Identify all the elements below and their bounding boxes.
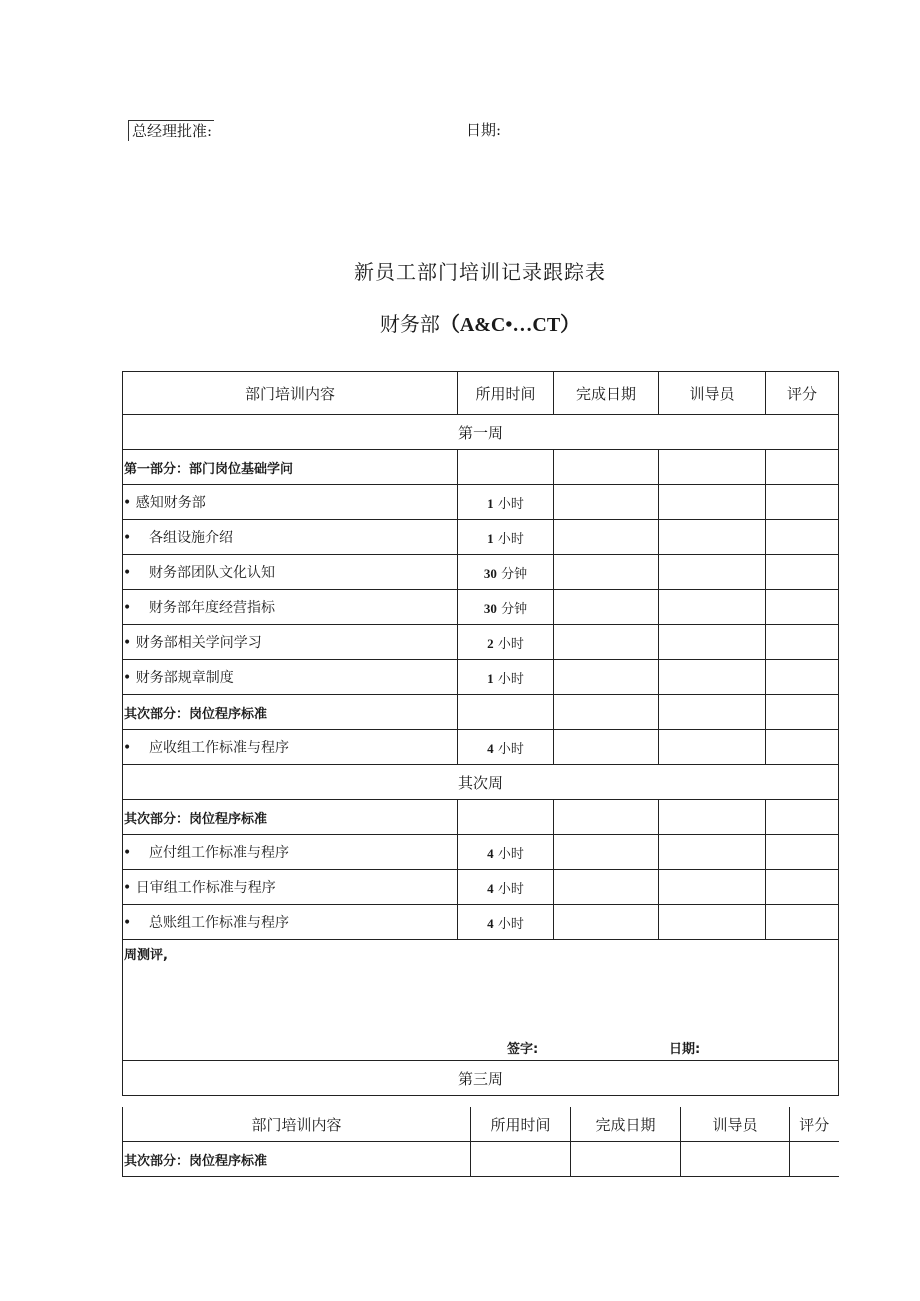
page-title: 新员工部门培训记录跟踪表 xyxy=(354,260,606,284)
evaluation-label: 周测评, xyxy=(124,948,168,963)
time-unit: 分钟 xyxy=(501,601,528,617)
week-row xyxy=(123,415,839,450)
subtitle-code: （A&C•…CT） xyxy=(439,314,581,336)
item-text: • 应收组工作标准与程序 xyxy=(123,730,458,765)
table-row xyxy=(123,835,839,870)
week1-label: 第一周 xyxy=(123,415,839,450)
table-row xyxy=(123,870,839,905)
empty-cell xyxy=(766,450,839,485)
empty-cell xyxy=(554,450,659,485)
header-trainer: 训导员 xyxy=(659,372,766,415)
item-time xyxy=(458,660,554,695)
empty-cell xyxy=(766,835,839,870)
empty-cell xyxy=(659,835,766,870)
empty-cell xyxy=(554,485,659,520)
empty-cell xyxy=(766,660,839,695)
empty-cell xyxy=(659,870,766,905)
empty-cell xyxy=(554,520,659,555)
time-unit: 小时 xyxy=(497,741,524,757)
empty-cell xyxy=(766,625,839,660)
empty-cell xyxy=(554,905,659,940)
header-score: 评分 xyxy=(790,1107,839,1142)
training-table-continued xyxy=(122,1107,839,1177)
time-number: 30 xyxy=(483,565,497,581)
empty-cell xyxy=(571,1142,681,1177)
empty-cell xyxy=(659,695,766,730)
empty-cell xyxy=(554,870,659,905)
time-unit: 小时 xyxy=(497,531,524,547)
section-row xyxy=(123,800,839,835)
time-unit: 小时 xyxy=(497,636,524,652)
time-number: 1 xyxy=(487,670,494,686)
table-row xyxy=(123,660,839,695)
table-row xyxy=(123,625,839,660)
empty-cell xyxy=(766,730,839,765)
item-time xyxy=(458,870,554,905)
empty-cell xyxy=(554,660,659,695)
signature-label: 签字: xyxy=(507,1042,539,1057)
empty-cell xyxy=(554,800,659,835)
header-content: 部门培训内容 xyxy=(123,1107,471,1142)
item-time xyxy=(458,905,554,940)
time-number: 1 xyxy=(487,495,494,511)
empty-cell xyxy=(458,450,554,485)
empty-cell xyxy=(659,590,766,625)
item-text: • 财务部相关学问学习 xyxy=(123,625,458,660)
approval-line xyxy=(128,120,502,141)
empty-cell xyxy=(659,450,766,485)
item-time xyxy=(458,590,554,625)
approval-date-label: 日期: xyxy=(466,121,502,139)
item-time xyxy=(458,485,554,520)
week3-label: 第三周 xyxy=(123,1061,839,1096)
week-row xyxy=(123,765,839,800)
item-text: • 应付组工作标准与程序 xyxy=(123,835,458,870)
item-time xyxy=(458,835,554,870)
empty-cell xyxy=(766,485,839,520)
section-title: 其次部分：岗位程序标准 xyxy=(123,1142,471,1177)
empty-cell xyxy=(554,590,659,625)
empty-cell xyxy=(766,520,839,555)
empty-cell xyxy=(554,625,659,660)
section-title: 其次部分：岗位程序标准 xyxy=(123,695,458,730)
time-unit: 小时 xyxy=(497,671,524,687)
table-row xyxy=(123,905,839,940)
item-text: • 各组设施介绍 xyxy=(123,520,458,555)
evaluation-date-label: 日期: xyxy=(669,1042,701,1057)
empty-cell xyxy=(766,695,839,730)
time-number: 4 xyxy=(487,880,494,896)
header-score: 评分 xyxy=(766,372,839,415)
empty-cell xyxy=(766,555,839,590)
item-text: • 日审组工作标准与程序 xyxy=(123,870,458,905)
time-unit: 分钟 xyxy=(501,566,528,582)
item-time xyxy=(458,625,554,660)
empty-cell xyxy=(766,800,839,835)
time-number: 30 xyxy=(483,600,497,616)
empty-cell xyxy=(790,1142,839,1177)
gm-approval-label: 总经理批准: xyxy=(128,120,214,141)
time-unit: 小时 xyxy=(497,916,524,932)
time-number: 4 xyxy=(487,915,494,931)
item-text: • 感知财务部 xyxy=(123,485,458,520)
table-row xyxy=(123,590,839,625)
empty-cell xyxy=(766,590,839,625)
time-number: 1 xyxy=(487,530,494,546)
empty-cell xyxy=(659,905,766,940)
header-completion-date: 完成日期 xyxy=(554,372,659,415)
empty-cell xyxy=(681,1142,790,1177)
page-subtitle xyxy=(0,308,920,337)
weekly-evaluation-cell xyxy=(123,940,839,1061)
week2-label: 其次周 xyxy=(123,765,839,800)
empty-cell xyxy=(659,555,766,590)
empty-cell xyxy=(458,800,554,835)
time-unit: 小时 xyxy=(497,496,524,512)
table-row xyxy=(123,520,839,555)
empty-cell xyxy=(554,555,659,590)
empty-cell xyxy=(554,835,659,870)
section-title: 其次部分：岗位程序标准 xyxy=(123,800,458,835)
item-time xyxy=(458,520,554,555)
item-text: • 总账组工作标准与程序 xyxy=(123,905,458,940)
empty-cell xyxy=(659,485,766,520)
time-number: 2 xyxy=(487,635,494,651)
empty-cell xyxy=(659,730,766,765)
section-title: 第一部分：部门岗位基础学问 xyxy=(123,450,458,485)
empty-cell xyxy=(659,660,766,695)
empty-cell xyxy=(659,625,766,660)
empty-cell xyxy=(458,695,554,730)
empty-cell xyxy=(554,730,659,765)
header-row xyxy=(123,372,839,415)
header-time: 所用时间 xyxy=(458,372,554,415)
empty-cell xyxy=(659,520,766,555)
item-text: • 财务部年度经营指标 xyxy=(123,590,458,625)
header-time: 所用时间 xyxy=(471,1107,571,1142)
item-text: • 财务部规章制度 xyxy=(123,660,458,695)
week-row xyxy=(123,1061,839,1096)
table-row xyxy=(123,730,839,765)
subtitle-dept: 财务部 xyxy=(379,312,440,336)
time-number: 4 xyxy=(487,845,494,861)
header-completion-date: 完成日期 xyxy=(571,1107,681,1142)
header-trainer: 训导员 xyxy=(681,1107,790,1142)
weekly-evaluation-row xyxy=(123,940,839,1061)
empty-cell xyxy=(554,695,659,730)
item-time xyxy=(458,555,554,590)
section-row xyxy=(123,1142,839,1177)
section-row xyxy=(123,695,839,730)
table-row xyxy=(123,555,839,590)
section-row xyxy=(123,450,839,485)
header-content: 部门培训内容 xyxy=(123,372,458,415)
time-unit: 小时 xyxy=(497,846,524,862)
item-text: • 财务部团队文化认知 xyxy=(123,555,458,590)
empty-cell xyxy=(659,800,766,835)
empty-cell xyxy=(766,870,839,905)
training-table xyxy=(122,371,839,1096)
time-number: 4 xyxy=(487,740,494,756)
header-row xyxy=(123,1107,839,1142)
table-row xyxy=(123,485,839,520)
empty-cell xyxy=(766,905,839,940)
time-unit: 小时 xyxy=(497,881,524,897)
empty-cell xyxy=(471,1142,571,1177)
item-time xyxy=(458,730,554,765)
